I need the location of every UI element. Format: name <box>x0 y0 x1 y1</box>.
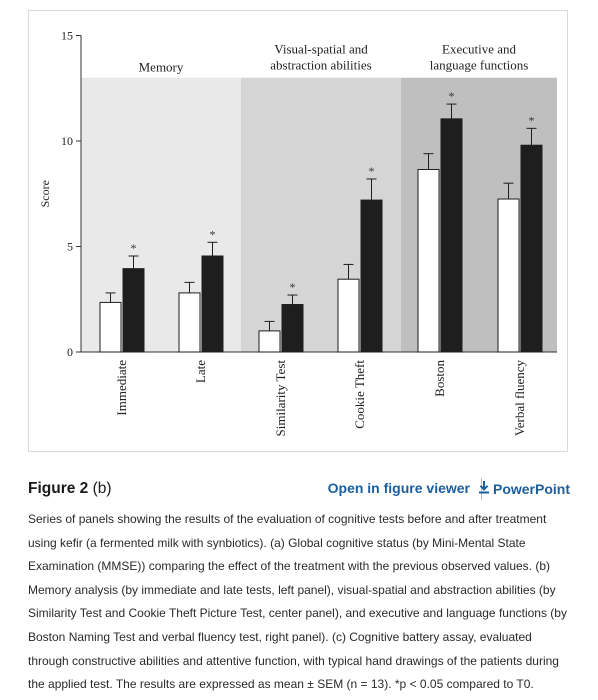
bar-after-6 <box>521 145 542 352</box>
figure-caption: Series of panels showing the results of the evaluation of cognitive tests before and after treatment using kefir (a fermented milk with synbiotics). (a) Global cognitive status (by Mini-Mental State Examination (MMSE)) comparing the effect of the treatment with the previous observed values. (b) Memory analysis (by immediate and late tests, left panel), visual-spatial and abstraction abilities (by Similarity Test and Cookie Theft Picture Test, center panel), and executive and language functions (by Boston Naming Test and verbal fluency test, right panel). (c) Cognitive battery assay, evaluated through constructive abilities and attentive function, with typical hand drawings of the patients during the applied test. The results are expressed as mean ± SEM (n = 13). *p < 0.05 compared to T0. <box>28 512 567 692</box>
x-tick-label-5: Boston <box>432 360 447 397</box>
y-tick-label: 15 <box>61 28 73 43</box>
significance-marker: * <box>289 280 296 295</box>
significance-marker: * <box>130 240 137 255</box>
y-tick-label: 10 <box>61 134 73 148</box>
download-icon <box>478 480 490 497</box>
bar-before-5 <box>418 169 439 352</box>
bar-after-2 <box>202 256 223 352</box>
x-tick-label-1: Immediate <box>114 360 129 416</box>
x-tick-label-4: Cookie Theft <box>352 360 367 429</box>
bar-before-2 <box>179 293 200 352</box>
powerpoint-link[interactable] <box>478 480 570 497</box>
bar-after-1 <box>123 269 144 352</box>
panel-title-2-line-2: abstraction abilities <box>270 57 372 73</box>
x-tick-label-2: Late <box>193 360 208 384</box>
bar-after-5 <box>441 119 462 352</box>
figure-title <box>28 480 112 498</box>
bar-chart <box>29 11 569 453</box>
panel-title-3-line-1: Executive and <box>442 41 516 57</box>
significance-marker: * <box>209 227 216 242</box>
y-tick-label: 0 <box>67 345 73 359</box>
figure-panel <box>28 10 568 452</box>
powerpoint-label: PowerPoint <box>492 480 570 497</box>
y-axis-label: Score <box>38 180 52 208</box>
open-figure-viewer-link[interactable]: Open in figure viewer <box>327 480 470 496</box>
bar-after-4 <box>361 200 382 352</box>
significance-marker: * <box>368 163 375 178</box>
figure-header <box>28 478 570 502</box>
x-tick-label-6: Verbal fluency <box>512 360 527 437</box>
figure-label-suffix: (b) <box>88 480 112 497</box>
bar-before-3 <box>259 331 280 352</box>
bar-after-3 <box>282 305 303 352</box>
y-tick-label: 5 <box>67 239 73 254</box>
significance-marker: * <box>448 89 455 104</box>
x-tick-label-3: Similarity Test <box>273 360 288 437</box>
bar-before-6 <box>498 199 519 352</box>
panel-title-3-line-2: language functions <box>429 57 529 73</box>
panel-title-1: Memory <box>138 59 184 75</box>
significance-marker: * <box>528 113 535 128</box>
panel-title-2-line-1: Visual-spatial and <box>274 41 368 57</box>
figure-label: Figure 2 <box>28 480 89 497</box>
bar-before-1 <box>100 302 121 352</box>
bar-before-4 <box>338 279 359 352</box>
